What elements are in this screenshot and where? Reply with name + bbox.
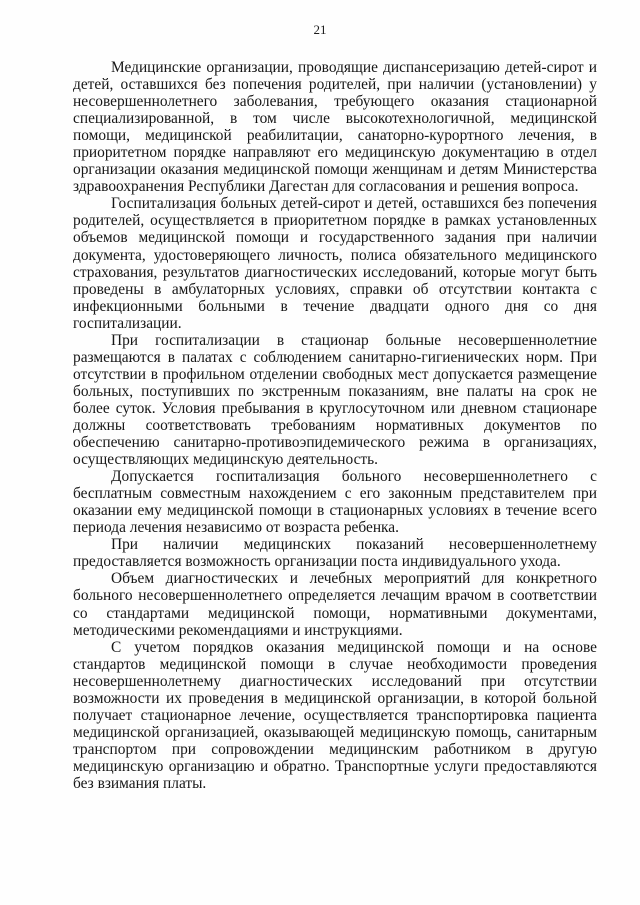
paragraph: При госпитализации в стационар больные несовершеннолетние размещаются в палатах с соблюдением санитарно-гигиенических норм. При отсутствии в профильном отделении свободных мест допускается размещение больных, поступивших по экстренным показаниям, вне палаты на срок не более суток. Условия пребывания в круглосуточном или дневном стационаре должны соответствовать требованиям нормативных документов по обеспечению санитарно-противоэпидемического режима в организациях, осуществляющих медицинскую деятельность. <box>73 331 597 469</box>
paragraph: При наличии медицинских показаний несовершеннолетнему предоставляется возможность организации поста индивидуального ухода. <box>73 536 597 571</box>
paragraph: Объем диагностических и лечебных мероприятий для конкретного больного несовершеннолетнего определяется лечащим врачом в соответствии со стандартами медицинской помощи, нормативными документами, методическими рекомендациями и инструкциями. <box>73 570 597 639</box>
paragraph: Медицинские организации, проводящие диспансеризацию детей-сирот и детей, оставшихся без попечения родителей, при наличии (установлении) у несовершеннолетнего заболевания, требующего оказания стационарной специализированной, в том числе высокотехнологичной, медицинской помощи, медицинской реабилитации, санаторно-курортного лечения, в приоритетном порядке направляют его медицинскую документацию в отдел организации оказания медицинской помощи женщинам и детям Министерства здравоохранения Республики Дагестан для согласования и решения вопроса. <box>73 59 597 196</box>
paragraph: С учетом порядков оказания медицинской помощи и на основе стандартов медицинской помощи в случае необходимости проведения несовершеннолетнему диагностических исследований при отсутствии возможности их проведения в медицинской организации, в которой больной получает стационарное лечение, осуществляется транспортировка пациента медицинской организацией, оказывающей медицинскую помощь, санитарным транспортом при сопровождении медицинским работником в другую медицинскую организацию и обратно. Транспортные услуги предоставляются без взимания платы. <box>73 638 597 792</box>
document-body <box>73 59 597 792</box>
page-number: 21 <box>313 22 327 37</box>
paragraph: Допускается госпитализация больного несовершеннолетнего с бесплатным совместным нахождением с его законным представителем при оказании ему медицинской помощи в стационарных условиях в течение всего периода лечения независимо от возраста ребенка. <box>73 468 597 537</box>
paragraph: Госпитализация больных детей-сирот и детей, оставшихся без попечения родителей, осуществляется в приоритетном порядке в рамках установленных объемов медицинской помощи и государственного задания при наличии документа, удостоверяющего личность, полиса обязательного медицинского страхования, результатов диагностических исследований, которые могут быть проведены в амбулаторных условиях, справки об отсутствии контакта с инфекционными больными в течение двадцати одного дня со дня госпитализации. <box>73 195 597 332</box>
